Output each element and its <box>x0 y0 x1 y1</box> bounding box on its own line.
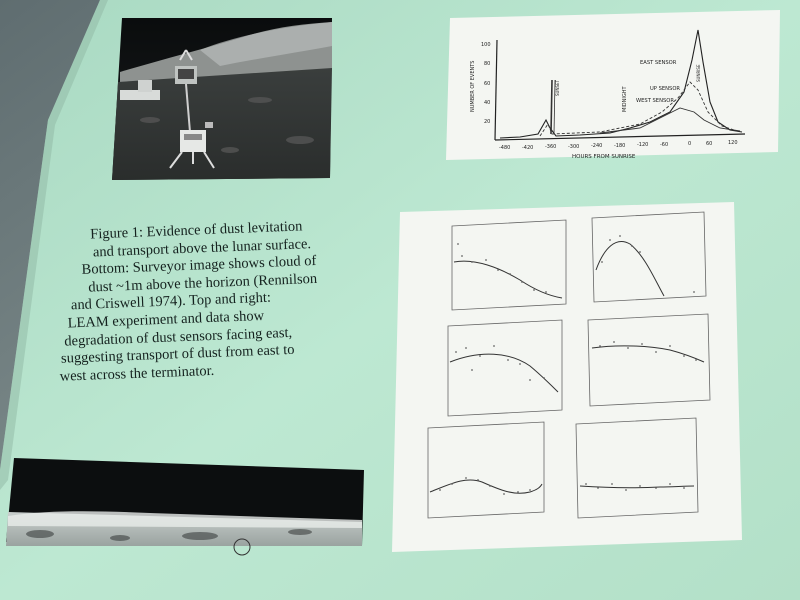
legend-up-sensor: UP SENSOR <box>650 86 681 92</box>
caption-line: suggesting transport of dust from east to <box>60 341 295 367</box>
x-tick-label: 120 <box>728 140 738 146</box>
x-tick-label: -180 <box>614 143 626 149</box>
y-tick-label: 40 <box>484 100 491 106</box>
plot-ylabel: NUMBER OF EVENTS <box>470 60 476 112</box>
caption-line: west across the terminator. <box>59 362 215 385</box>
x-tick-label: 60 <box>706 141 713 147</box>
caption-line: Bottom: Surveyor image shows cloud of <box>81 253 317 279</box>
caption-line: and transport above the lunar surface. <box>92 235 312 261</box>
annotation-midnight: MIDNIGHT <box>622 86 628 112</box>
six-panel-plot-sheet <box>392 202 742 552</box>
caption-line: dust ~1m above the horizon (Rennilson <box>88 270 318 296</box>
legend-east-sensor: EAST SENSOR <box>640 60 677 66</box>
x-tick-label: -300 <box>568 144 580 150</box>
caption-line: degradation of dust sensors facing east, <box>64 324 293 350</box>
legend-west-sensor: WEST SENSOR <box>636 98 674 104</box>
y-tick-label: 80 <box>484 61 491 67</box>
caption-line: and Criswell 1974). Top and right: <box>70 290 272 314</box>
y-tick-label: 60 <box>484 81 491 87</box>
x-tick-label: -60 <box>660 142 669 148</box>
plot-xlabel: HOURS FROM SUNRISE <box>572 154 636 160</box>
y-tick-label: 100 <box>481 42 491 48</box>
leam-data-plot <box>446 10 780 160</box>
leam-photo <box>112 18 332 180</box>
x-tick-label: 0 <box>688 141 692 147</box>
figure-caption <box>52 215 398 386</box>
x-tick-label: -360 <box>545 144 557 150</box>
x-tick-label: -480 <box>499 145 511 151</box>
y-tick-label: 20 <box>484 119 491 125</box>
caption-line: LEAM experiment and data show <box>67 307 265 332</box>
annotation-sunset: SUNSET <box>555 80 560 96</box>
annotation-sunrise: SUNRISE <box>696 64 701 82</box>
surveyor-photo <box>6 458 364 555</box>
x-tick-label: -240 <box>591 143 603 149</box>
x-tick-label: -120 <box>637 142 649 148</box>
caption-line: Figure 1: Evidence of dust levitation <box>89 218 303 243</box>
x-tick-label: -420 <box>522 145 534 151</box>
